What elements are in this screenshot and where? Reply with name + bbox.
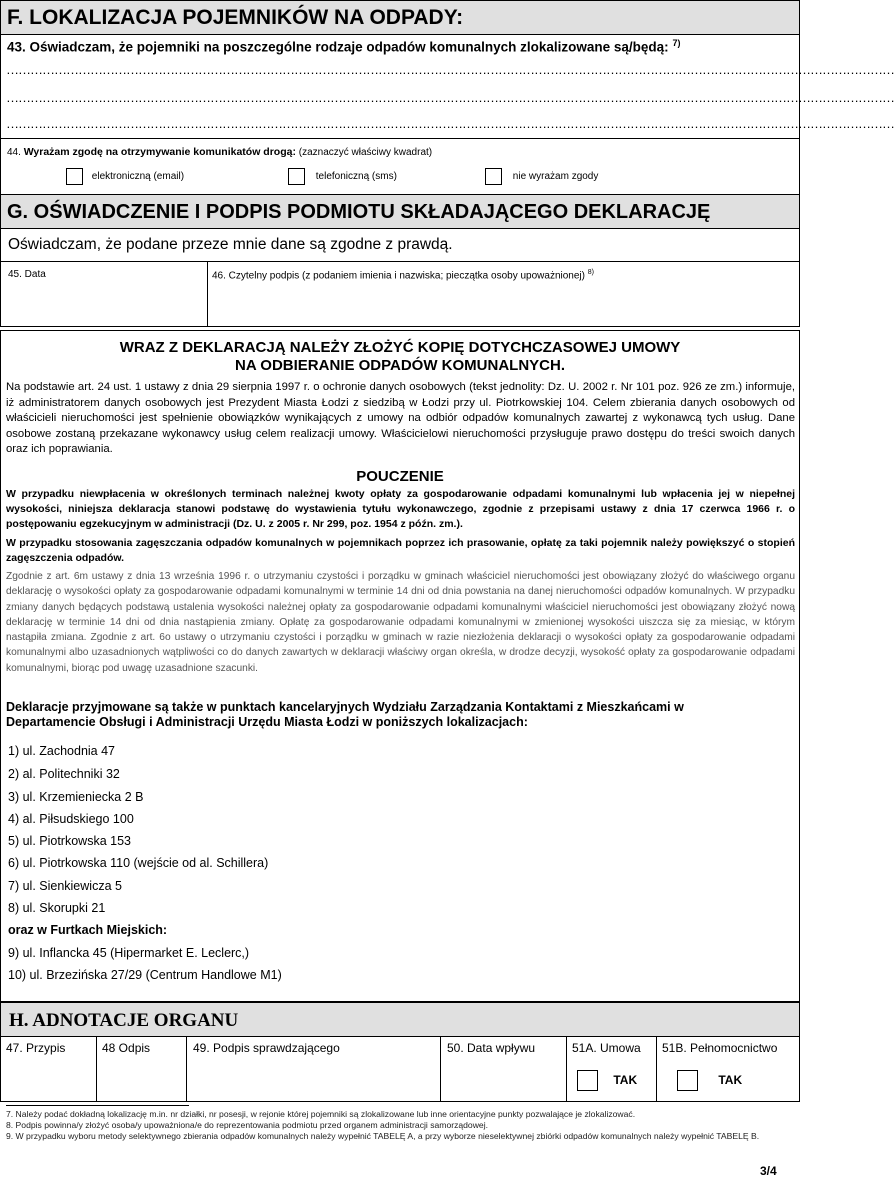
location-item: 5) ul. Piotrkowska 153 bbox=[8, 834, 131, 848]
field-51a-umowa bbox=[566, 1036, 657, 1102]
field-51b-pelnomocnictwo bbox=[656, 1036, 800, 1102]
pelnomocnictwo-tak-label: TAK bbox=[718, 1072, 743, 1087]
locations-intro: Deklaracje przyjmowane są także w punktach kancelaryjnych Wydziału Zarządzania Kontaktami z Mieszkańcami w Departamencie Obsługi i Administracji Urzędu Miasta Łodzi w poniższych lokalizacjach: bbox=[6, 700, 684, 729]
q43-footnote-ref: 7) bbox=[672, 38, 681, 48]
location-item: 9) ul. Inflancka 45 (Hipermarket E. Leclerc,) bbox=[8, 946, 250, 960]
option-none-label: nie wyrażam zgody bbox=[512, 171, 599, 183]
pouczenie-paragraph-1: W przypadku niewpłacenia w określonych terminach należnej kwoty opłaty za gospodarowanie odpadami komunalnymi lub wpłacenia jej w niepełnej wysokości, niniejsza deklaracja stanowi podstawę do wystawienia tytułu wykonawczego, zgodnie z przepisami ustawy z dnia 17 czerwca 1966 r. o postępowaniu egzekucyjnym w administracji (Dz. U. z 2005 r. Nr 299, poz. 1954 z późn. zm.). bbox=[6, 488, 795, 530]
location-item: 8) ul. Skorupki 21 bbox=[8, 901, 106, 915]
checkbox-sms[interactable] bbox=[288, 168, 305, 185]
q44-hint: (zaznaczyć właściwy kwadrat) bbox=[298, 147, 433, 158]
page-number: 3/4 bbox=[760, 1164, 777, 1178]
location-item: 4) al. Piłsudskiego 100 bbox=[8, 812, 134, 826]
field-46-signature[interactable] bbox=[207, 261, 800, 327]
footnote-divider bbox=[6, 1105, 189, 1106]
checkbox-umowa[interactable] bbox=[577, 1070, 598, 1091]
checkbox-pelnomocnictwo[interactable] bbox=[677, 1070, 698, 1091]
q43-text: 43. Oświadczam, że pojemniki na poszczególne rodzaje odpadów komunalnych zlokalizowane są/będą: bbox=[7, 39, 669, 55]
location-item: 6) ul. Piotrkowska 110 (wejście od al. Schillera) bbox=[8, 856, 269, 870]
footnote-9: 9. W przypadku wyboru metody selektywnego zbierania odpadów komunalnych należy wypełnić TABELĘ A, a przy wyborze nieselektywnej zbiórki odpadów komunalnych należy wypełnić TABELĘ B. bbox=[6, 1131, 760, 1141]
option-none[interactable] bbox=[485, 168, 598, 185]
umowa-tak[interactable] bbox=[577, 1070, 637, 1091]
section-f-header: F. LOKALIZACJA POJEMNIKÓW NA ODPADY: bbox=[0, 0, 800, 35]
field-47-przypis[interactable]: 47. Przypis bbox=[0, 1036, 97, 1102]
info-heading-1: WRAZ Z DEKLARACJĄ NALEŻY ZŁOŻYĆ KOPIĘ DOTYCHCZASOWEJ UMOWY bbox=[119, 339, 681, 356]
location-item: 3) ul. Krzemieniecka 2 B bbox=[8, 790, 144, 804]
pouczenie-paragraph-2: W przypadku stosowania zagęszczania odpadów komunalnych w pojemnikach poprzez ich prasowanie, opłatę za taki pojemnik należy powiększyć o stopień zagęszczenia odpadów. bbox=[6, 537, 795, 564]
q43-dotted-line-3[interactable]: …………………………………………………………………………………………………………………………………………………………………………………………………… bbox=[6, 116, 894, 131]
pouczenie-heading: POUCZENIE bbox=[356, 468, 444, 485]
q43-label bbox=[7, 38, 680, 55]
section-h-header: H. ADNOTACJE ORGANU bbox=[0, 1002, 800, 1037]
option-email-label: elektroniczną (email) bbox=[91, 171, 185, 183]
field-45-date[interactable]: 45. Data bbox=[0, 261, 208, 327]
privacy-paragraph: Na podstawie art. 24 ust. 1 ustawy z dnia 29 sierpnia 1997 r. o ochronie danych osobowych (tekst jednolity: Dz. U. 2002 r. Nr 101 poz. 926 ze zm.) informuje, iż administratorem danych osobowych jest Prezydent Miasta Łodzi z siedzibą w Łodzi przy ul. Piotrkowskiej 104. Celem zbierania danych osobowych od właścicieli nieruchomości jest spełnienie obowiązków wynikających z umowy na odbiór odpadów komunalnych zawartej z wykonawcą tych usług. Dane osobowe zostaną przekazane wykonawcy usług celem realizacji umowy. Właścicielowi nieruchomości przysługuje prawo dostępu do treści swoich danych oraz ich poprawiania. bbox=[6, 381, 795, 456]
field-50-date[interactable]: 50. Data wpływu bbox=[440, 1036, 567, 1102]
info-heading-2: NA ODBIERANIE ODPADÓW KOMUNALNYCH. bbox=[235, 357, 565, 374]
field-46-label: 46. Czytelny podpis (z podaniem imienia i nazwiska; pieczątka osoby upoważnionej) bbox=[212, 270, 585, 282]
q44-text: Wyrażam zgodę na otrzymywanie komunikatów drogą: bbox=[23, 146, 296, 158]
location-item: 10) ul. Brzezińska 27/29 (Centrum Handlowe M1) bbox=[8, 968, 282, 982]
option-sms[interactable] bbox=[288, 168, 397, 185]
statement-box: Oświadczam, że podane przeze mnie dane są zgodne z prawdą. bbox=[0, 228, 800, 262]
q44-number: 44. bbox=[7, 147, 21, 158]
field-49-signature[interactable]: 49. Podpis sprawdzającego bbox=[186, 1036, 441, 1102]
field-51b-label: 51B. Pełnomocnictwo bbox=[662, 1041, 778, 1055]
option-email[interactable] bbox=[66, 168, 184, 185]
location-item: 1) ul. Zachodnia 47 bbox=[8, 744, 116, 758]
footnotes bbox=[6, 1109, 786, 1142]
location-item: 2) al. Politechniki 32 bbox=[8, 767, 120, 781]
footnote-8: 8. Podpis powinna/y złożyć osoba/y upoważniona/e do reprezentowania podmiotu przed organem administracji samorządowej. bbox=[6, 1120, 488, 1130]
checkbox-none[interactable] bbox=[485, 168, 502, 185]
checkbox-email[interactable] bbox=[66, 168, 83, 185]
field-51a-label: 51A. Umowa bbox=[572, 1041, 641, 1055]
location-item: 7) ul. Sienkiewicza 5 bbox=[8, 879, 122, 893]
q44-label bbox=[7, 146, 432, 158]
footnote-7: 7. Należy podać dokładną lokalizację m.in. nr działki, nr posesji, w rejonie której pojemniki są zlokalizowane lub inne orientacyjne punkty pozwalające je zlokalizować. bbox=[6, 1109, 636, 1119]
field-48-odpis[interactable]: 48 Odpis bbox=[96, 1036, 187, 1102]
q43-dotted-line-1[interactable]: …………………………………………………………………………………………………………………………………………………………………………………………………… bbox=[6, 62, 894, 77]
pouczenie-paragraph-3: Zgodnie z art. 6m ustawy z dnia 13 września 1996 r. o utrzymaniu czystości i porządku w gminach właściciel nieruchomości jest obowiązany złożyć do właściwego organu deklarację o wysokości opłaty za gospodarowanie odpadami komunalnymi w terminie 14 dni od dnia powstania na danej nieruchomości odpadów komunalnych. W przypadku zmiany danych będących podstawą ustalenia wysokości należnej opłaty za gospodarowanie odpadami komunalnymi właściciel nieruchomości jest obowiązany złożyć nową deklarację w terminie 14 dni od dnia nastąpienia zmiany. Opłatę za gospodarowanie odpadami komunalnymi w zmienionej wysokości uiszcza się za miesiąc, w którym nastąpiła zmiana. Zgodnie z art. 6o ustawy o utrzymaniu czystości i porządku w gminach w razie niezłożenia deklaracji o wysokości opłaty za gospodarowanie odpadami komunalnymi albo uzasadnionych wątpliwości co do danych zawartych w deklaracji właściwy organ określa, w drodze decyzji, wysokość opłaty za gospodarowanie odpadami komunalnymi, biorąc pod uwagę uzasadnione szacunki. bbox=[6, 571, 795, 674]
furtki-heading: oraz w Furtkach Miejskich: bbox=[8, 923, 168, 937]
pelnomocnictwo-tak[interactable] bbox=[677, 1070, 742, 1091]
option-sms-label: telefoniczną (sms) bbox=[315, 171, 397, 183]
umowa-tak-label: TAK bbox=[613, 1072, 638, 1087]
q43-dotted-line-2[interactable]: …………………………………………………………………………………………………………………………………………………………………………………………………… bbox=[6, 90, 894, 105]
field-46-footnote-ref: 8) bbox=[587, 269, 594, 276]
section-g-header: G. OŚWIADCZENIE I PODPIS PODMIOTU SKŁADAJĄCEGO DEKLARACJĘ bbox=[0, 194, 800, 229]
